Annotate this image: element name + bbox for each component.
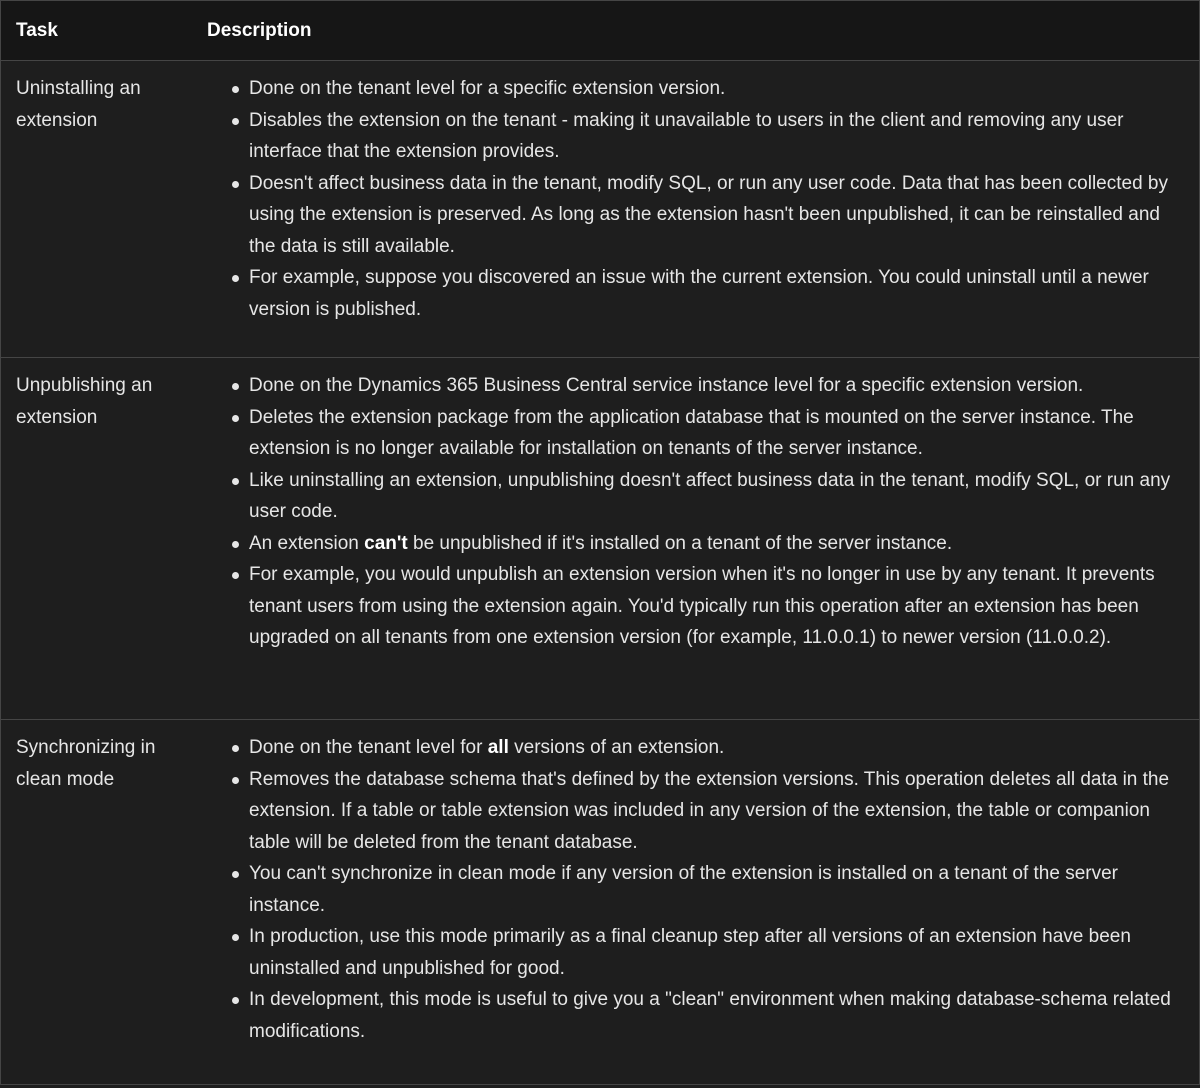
- description-cell: [193, 358, 1199, 720]
- bullet-text-pre: An extension: [249, 533, 364, 554]
- description-cell: [193, 720, 1199, 1088]
- list-item: Done on the Dynamics 365 Business Central service instance level for a specific extension version.: [249, 370, 1185, 402]
- task-description-table: [1, 1, 1199, 1088]
- list-item: Removes the database schema that's defined by the extension versions. This operation deletes all data in the extension. If a table or table extension was included in any version of the extension, the table or companion table will be deleted from the tenant database.: [249, 764, 1185, 859]
- table-row: [1, 720, 1199, 1088]
- description-list: [193, 73, 1185, 325]
- list-item: Deletes the extension package from the application database that is mounted on the server instance. The extension is no longer available for installation on tenants of the server instance.: [249, 402, 1185, 465]
- table-header-row: [1, 1, 1199, 61]
- bullet-text-bold: can't: [364, 533, 408, 554]
- task-cell: Uninstalling an extension: [1, 61, 193, 358]
- bullet-text-post: be unpublished if it's installed on a tenant of the server instance.: [408, 533, 952, 554]
- list-item: You can't synchronize in clean mode if any version of the extension is installed on a tenant of the server instance.: [249, 858, 1185, 921]
- description-list: [193, 370, 1185, 654]
- description-cell: [193, 61, 1199, 358]
- bullet-text-pre: Done on the tenant level for: [249, 737, 488, 758]
- header-description: Description: [193, 1, 1199, 61]
- list-item: Disables the extension on the tenant - making it unavailable to users in the client and removing any user interface that the extension provides.: [249, 105, 1185, 168]
- list-item: For example, suppose you discovered an issue with the current extension. You could uninstall until a newer version is published.: [249, 262, 1185, 325]
- list-item: [249, 528, 1185, 560]
- list-item: In development, this mode is useful to give you a "clean" environment when making database-schema related modifications.: [249, 984, 1185, 1047]
- list-item: [249, 732, 1185, 764]
- header-task: Task: [1, 1, 193, 61]
- list-item: In production, use this mode primarily as a final cleanup step after all versions of an extension have been uninstalled and unpublished for good.: [249, 921, 1185, 984]
- list-item: Doesn't affect business data in the tenant, modify SQL, or run any user code. Data that has been collected by using the extension is preserved. As long as the extension hasn't been unpublished, it can be reinstalled and the data is still available.: [249, 168, 1185, 263]
- task-cell: Unpublishing an extension: [1, 358, 193, 720]
- task-cell: Synchronizing in clean mode: [1, 720, 193, 1088]
- list-item: For example, you would unpublish an extension version when it's no longer in use by any tenant. It prevents tenant users from using the extension again. You'd typically run this operation after an extension has been upgraded on all tenants from one extension version (for example, 11.0.0.1) to newer version (11.0.0.2).: [249, 559, 1185, 654]
- bullet-text-bold: all: [488, 737, 509, 758]
- table-row: [1, 61, 1199, 358]
- bullet-text-post: versions of an extension.: [509, 737, 724, 758]
- table-row: [1, 358, 1199, 720]
- list-item: Like uninstalling an extension, unpublishing doesn't affect business data in the tenant, modify SQL, or run any user code.: [249, 465, 1185, 528]
- description-list: [193, 732, 1185, 1047]
- list-item: Done on the tenant level for a specific extension version.: [249, 73, 1185, 105]
